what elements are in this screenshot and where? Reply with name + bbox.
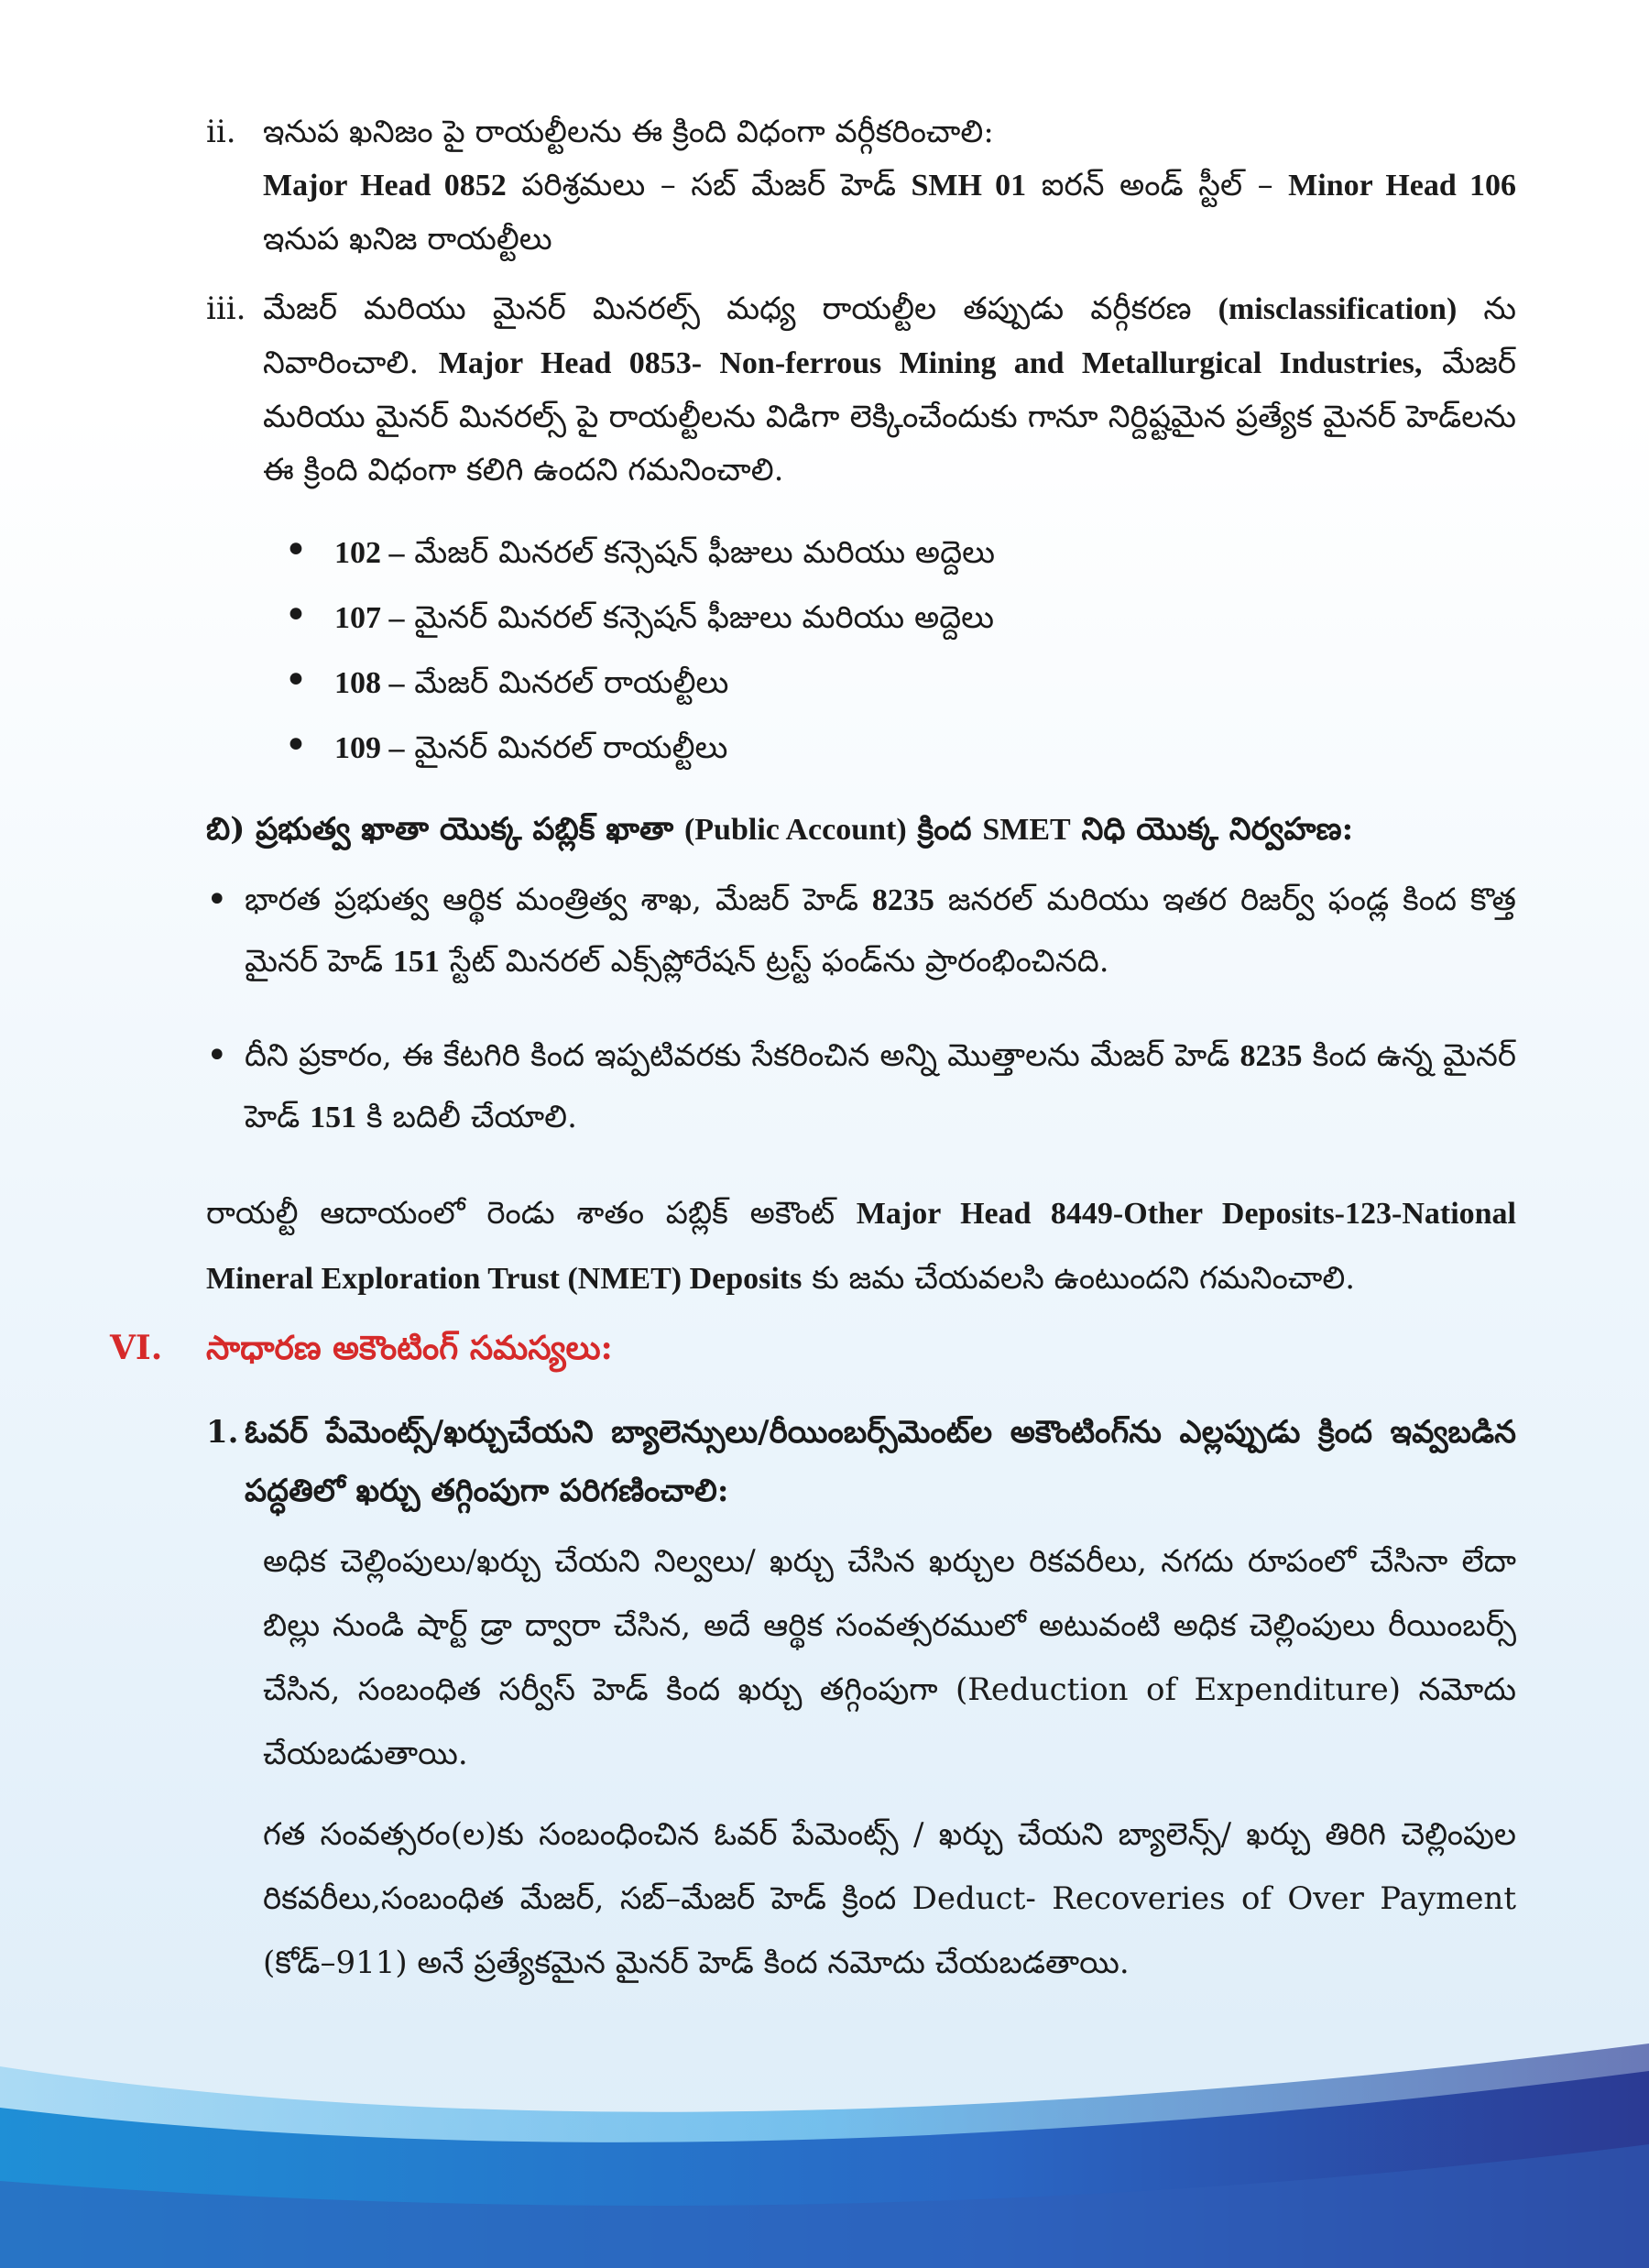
section-b-heading: బి) ప్రభుత్వ ఖాతా యొక్క పబ్లిక్ ఖాతా (Public Account) క్రింద SMET నిధి యొక్క నిర్వహణ: [206,811,1354,848]
item-iii-text: మేజర్ మరియు మైనర్ మినరల్స్ మధ్య రాయల్టీల తప్పుడు వర్గీకరణ (misclassification) ను నివారించాలి. Major Head 0853- Non-ferrous Mining and Metallurgical Industries, మేజర్ మరియు మైనర్ మినరల్స్ పై రాయల్టీలను విడిగా లెక్కించేందుకు గానూ నిర్దిష్టమైన ప్రత్యేక మైనర్ హెడ్‌లను ఈ క్రింది విధంగా కలిగి ఉందని గమనించాలి. [263,290,1516,488]
item-ii-intro: ఇనుప ఖనిజం పై రాయల్టీలను ఈ క్రింది విధంగా వర్గీకరించాలి: [263,114,994,150]
minor-head-list [206,520,1516,781]
footer-wave-graphic [0,2043,1649,2268]
list-item: • 108 – మేజర్ మినరల్ రాయల్టీలు [284,651,1516,716]
page-content [110,105,1517,2011]
bullet-paragraph-1: • భారత ప్రభుత్వ ఆర్థిక మంత్రిత్వ శాఖ, మేజర్ హెడ్ 8235 జనరల్ మరియు ఇతర రిజర్వ్ ఫండ్ల కింద కొత్త మైనర్ హెడ్ 151 స్టేట్ మినరల్ ఎక్స్‌ప్లోరేషన్ ట్రస్ట్ ఫండ్‌ను ప్రారంభించినది. [206,870,1516,992]
section-title: సాధారణ అకౌంటింగ్ సమస్యలు: [206,1329,613,1367]
list-item: • 107 – మైనర్ మినరల్ కన్సెషన్ ఫీజులు మరియు అద్దెలు [284,586,1516,651]
subsection-title: ఓవర్ పేమెంట్స్/ఖర్చుచేయని బ్యాలెన్సులు/రీయింబర్స్‌మెంట్‌ల అకౌంటింగ్‌ను ఎల్లప్పుడు క్రింద ఇవ్వబడిన పద్ధతిలో ఖర్చు తగ్గింపుగా పరిగణించాలి: [245,1414,1516,1509]
section-vi-heading [110,1320,1516,1375]
subsection-1-heading [206,1403,1516,1520]
list-item-ii [206,105,1516,266]
royalty-paragraph: రాయల్టీ ఆదాయంలో రెండు శాతం పబ్లిక్ అకౌంట్ Major Head 8449-Other Deposits-123-National Mineral Exploration Trust (NMET) Deposits కు జమ చేయవలసి ఉంటుందని గమనించాలి. [206,1195,1516,1297]
section-number: VI. [110,1329,163,1367]
recovery-paragraph-2: గత సంవత్సరం(ల)కు సంబంధించిన ఓవర్ పేమెంట్స్ / ఖర్చు చేయని బ్యాలెన్స్/ ఖర్చు తిరిగి చెల్లింపుల రికవరీలు,సంబంధిత మేజర్, సబ్–మేజర్ హెడ్ క్రింద Deduct- Recoveries of Over Payment (కోడ్–911) అనే ప్రత్యేకమైన మైనర్ హెడ్ కింద నమోదు చేయబడతాయి. [263,1816,1516,1981]
recovery-paragraph-1: అధిక చెల్లింపులు/ఖర్చు చేయని నిల్వలు/ ఖర్చు చేసిన ఖర్చుల రికవరీలు, నగదు రూపంలో చేసినా లేదా బిల్లు నుండి షార్ట్ డ్రా ద్వారా చేసిన, అదే ఆర్థిక సంవత్సరములో అటువంటి అధిక చెల్లింపులు రీయింబర్స్ చేసిన, సంబంధిత సర్వీస్ హెడ్ కింద ఖర్చు తగ్గింపుగా (Reduction of Expenditure) నమోదు చేయబడుతాయి. [263,1543,1516,1772]
item-number: iii. [206,290,246,327]
list-item: • 102 – మేజర్ మినరల్ కన్సెషన్ ఫీజులు మరియు అద్దెలు [284,520,1516,586]
list-item-iii [206,282,1516,497]
subsection-number: 1. [206,1414,239,1451]
item-number: ii. [206,114,236,150]
item-ii-classification: Major Head 0852 పరిశ్రమలు – సబ్ మేజర్ హెడ్ SMH 01 ఐరన్ అండ్ స్టీల్ – Minor Head 106 ఇనుప ఖనిజ రాయల్టీలు [263,167,1516,257]
bullet-paragraph-2: • దీని ప్రకారం, ఈ కేటగిరి కింద ఇప్పటివరకు సేకరించిన అన్ని మొత్తాలను మేజర్ హెడ్ 8235 కింద ఉన్న మైనర్ హెడ్ 151 కి బదిలీ చేయాలి. [206,1025,1516,1148]
list-item: • 109 – మైనర్ మినరల్ రాయల్టీలు [284,716,1516,781]
